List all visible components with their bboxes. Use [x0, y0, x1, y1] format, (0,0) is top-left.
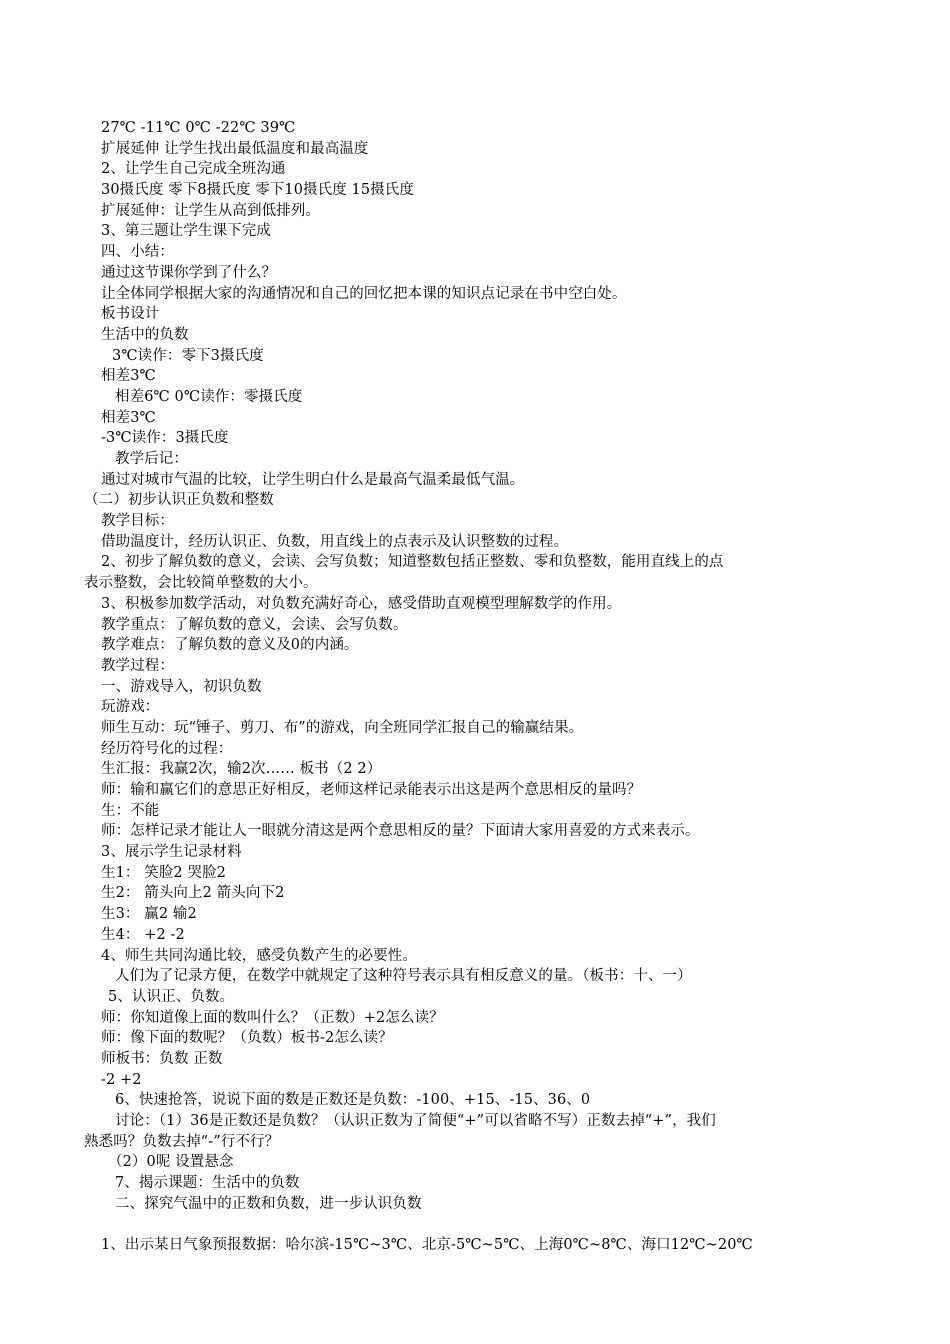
text-line: 借助温度计，经历认识正、负数，用直线上的点表示及认识整数的过程。: [101, 533, 569, 550]
text-line: 相差3℃: [101, 409, 156, 426]
text-line: 3、第三题让学生课下完成: [101, 223, 271, 240]
text-line: 30摄氏度 零下8摄氏度 零下10摄氏度 15摄氏度: [101, 182, 415, 199]
text-line: 相差3℃: [101, 368, 156, 385]
text-line: 师生互动：玩“锤子、剪刀、布”的游戏，向全班同学汇报自己的输赢结果。: [101, 719, 584, 736]
text-line: 经历符号化的过程：: [101, 740, 233, 757]
text-line: 玩游戏：: [101, 699, 160, 716]
text-line: 四、小结：: [101, 244, 174, 261]
text-line: 一、游戏导入，初识负数: [101, 678, 262, 695]
text-line: -2 +2: [101, 1071, 142, 1088]
text-line: 2、初步了解负数的意义，会读、会写负数；知道整数包括正整数、零和负整数，能用直线上的点: [101, 554, 724, 571]
text-line: 3℃读作：零下3摄氏度: [112, 347, 264, 364]
text-line: 5、认识正、负数。: [108, 988, 235, 1005]
blank-line: [0, 1214, 950, 1235]
document-page: [0, 118, 950, 1256]
text-line: 师：你知道像上面的数叫什么？（正数）+2怎么读？: [101, 1009, 444, 1026]
text-line: 师：像下面的数呢？（负数）板书-2怎么读？: [101, 1030, 393, 1047]
text-line: 教学过程：: [101, 657, 174, 674]
text-line: 2、让学生自己完成全班沟通: [101, 161, 286, 178]
text-line: 通过这节课你学到了什么？: [101, 264, 277, 281]
text-line: 生：不能: [101, 802, 160, 819]
text-line: 表示整数，会比较简单整数的大小。: [84, 575, 318, 592]
text-line: 通过对城市气温的比较，让学生明白什么是最高气温柔最低气温。: [101, 471, 525, 488]
text-line: 6、快速抢答，说说下面的数是正数还是负数：-100、+15、-15、36、0: [115, 1092, 591, 1109]
text-line: 生活中的负数: [101, 326, 189, 343]
text-line: 讨论：（1）36是正数还是负数？（认识正数为了简便“+”可以省略不写）正数去掉“+”，我们: [115, 1113, 716, 1129]
text-line: 扩展延伸 让学生找出最低温度和最高温度: [101, 140, 369, 157]
text-line: 相差6℃ 0℃读作：零摄氏度: [115, 388, 303, 405]
text-line: 1、出示某日气象预报数据：哈尔滨-15℃~3℃、北京-5℃~5℃、上海0℃~8℃、海口12℃~20℃: [101, 1237, 753, 1254]
text-line: 27℃ -11℃ 0℃ -22℃ 39℃: [101, 120, 296, 136]
text-line: 熟悉吗？负数去掉“-”行不行？: [84, 1133, 280, 1150]
text-line: 教学难点：了解负数的意义及0的内涵。: [101, 637, 359, 654]
text-line: 生1： 笑脸2 哭脸2: [101, 864, 226, 881]
text-line: 人们为了记录方便，在数学中就规定了这种符号表示具有相反意义的量。（板书：十、一）: [115, 968, 692, 985]
text-line: 生4： +2 -2: [101, 926, 185, 943]
text-line: 板书设计: [101, 306, 160, 323]
text-line: 生3： 赢2 输2: [101, 906, 197, 923]
text-line: 生2： 箭头向上2 箭头向下2: [101, 885, 285, 902]
text-line: 师板书：负数 正数: [101, 1050, 223, 1067]
text-line: （二）初步认识正负数和整数: [84, 492, 274, 509]
text-line: 扩展延伸：让学生从高到低排列。: [101, 202, 320, 219]
text-line: 3、展示学生记录材料: [101, 844, 242, 861]
text-line: 教学目标：: [101, 513, 174, 530]
text-line: 让全体同学根据大家的沟通情况和自己的回忆把本课的知识点记录在书中空白处。: [101, 285, 627, 302]
text-line: 生汇报：我赢2次，输2次…… 板书（2 2）: [101, 761, 382, 778]
text-line: （2）0呢 设置悬念: [108, 1154, 234, 1171]
text-line: 4、师生共同沟通比较，感受负数产生的必要性。: [101, 947, 417, 964]
text-line: 3、积极参加数学活动，对负数充满好奇心，感受借助直观模型理解数学的作用。: [101, 595, 622, 612]
text-line: 7、揭示课题：生活中的负数: [115, 1175, 300, 1192]
text-line: 师：输和赢它们的意思正好相反，老师这样记录能表示出这是两个意思相反的量吗？: [101, 782, 642, 798]
text-line: 二、探究气温中的正数和负数，进一步认识负数: [115, 1195, 422, 1212]
text-line: -3℃读作：3摄氏度: [101, 430, 229, 447]
text-line: 师：怎样记录才能让人一眼就分清这是两个意思相反的量？下面请大家用喜爱的方式来表示。: [101, 823, 700, 840]
text-line: 教学重点：了解负数的意义，会读、会写负数。: [101, 616, 408, 633]
text-line: 教学后记：: [115, 451, 188, 467]
